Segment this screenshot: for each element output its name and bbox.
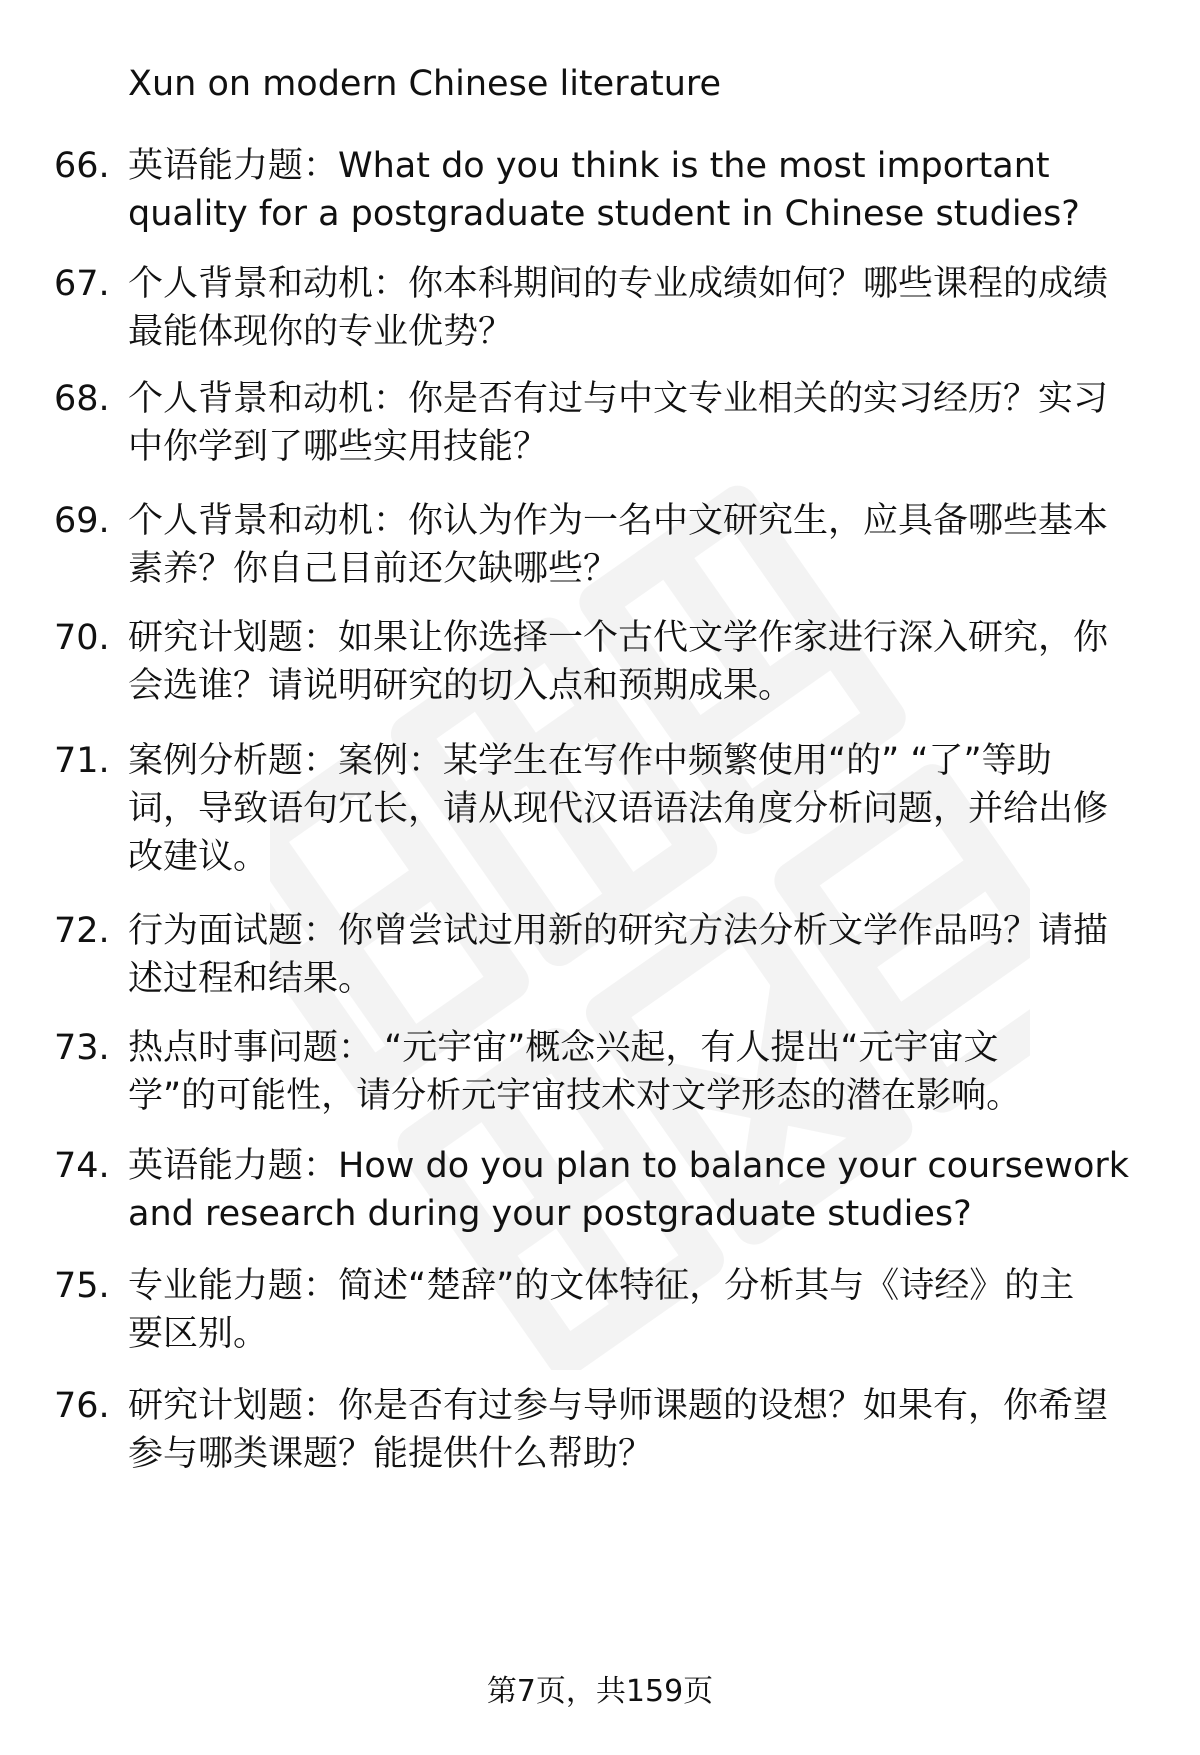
question-text bbox=[128, 260, 1140, 356]
question-text-line: 个人背景和动机：你认为作为一名中文研究生，应具备哪些基本 bbox=[128, 501, 1109, 541]
question-text bbox=[128, 614, 1140, 710]
question-number: 69. bbox=[54, 501, 110, 541]
question-number: 67. bbox=[54, 264, 110, 304]
question-text bbox=[128, 1382, 1140, 1478]
question-text-line: 要区别。 bbox=[128, 1314, 269, 1354]
question-text bbox=[128, 497, 1140, 593]
question-number: 72. bbox=[54, 911, 110, 951]
question-text bbox=[128, 1142, 1140, 1238]
question-text-line: 参与哪类课题？能提供什么帮助？ bbox=[128, 1434, 654, 1474]
question-text-line: 素养？你自己目前还欠缺哪些？ bbox=[128, 549, 619, 589]
question-text-line: 个人背景和动机：你是否有过与中文专业相关的实习经历？实习 bbox=[128, 379, 1109, 419]
question-text-line: 研究计划题：如果让你选择一个古代文学作家进行深入研究，你 bbox=[128, 618, 1109, 658]
question-text-line: 述过程和结果。 bbox=[128, 959, 374, 999]
question-text bbox=[128, 375, 1140, 471]
question-text-line: 热点时事问题： “元宇宙”概念兴起，有人提出“元宇宙文 bbox=[128, 1028, 999, 1068]
page-footer: 第7页，共159页 bbox=[486, 1674, 714, 1709]
question-text-line: 案例分析题：案例：某学生在写作中频繁使用“的” “了”等助 bbox=[128, 741, 1052, 781]
question-text bbox=[128, 1024, 1140, 1120]
question-text-line: 专业能力题：简述“楚辞”的文体特征，分析其与《诗经》的主 bbox=[128, 1266, 1075, 1306]
question-text bbox=[128, 1262, 1140, 1358]
continued-text-line: Xun on modern Chinese literature bbox=[128, 64, 722, 104]
question-text-line: 会选谁？请说明研究的切入点和预期成果。 bbox=[128, 666, 794, 706]
question-number: 74. bbox=[54, 1146, 110, 1186]
question-text bbox=[128, 142, 1140, 238]
question-number: 68. bbox=[54, 379, 110, 419]
question-text-line: 英语能力题：What do you think is the most important bbox=[128, 146, 1050, 186]
question-text-line: 最能体现你的专业优势？ bbox=[128, 312, 514, 352]
question-number: 70. bbox=[54, 618, 110, 658]
question-number: 71. bbox=[54, 741, 110, 781]
question-text-line: 学”的可能性，请分析元宇宙技术对文学形态的潜在影响。 bbox=[128, 1076, 1022, 1116]
question-text-line: 改建议。 bbox=[128, 837, 269, 877]
question-number: 66. bbox=[54, 146, 110, 186]
question-text-line: 个人背景和动机：你本科期间的专业成绩如何？哪些课程的成绩 bbox=[128, 264, 1109, 304]
question-text-line: 行为面试题：你曾尝试过用新的研究方法分析文学作品吗？请描 bbox=[128, 911, 1109, 951]
question-text bbox=[128, 737, 1140, 881]
question-number: 73. bbox=[54, 1028, 110, 1068]
question-text-line: 中你学到了哪些实用技能？ bbox=[128, 427, 549, 467]
question-text-line: and research during your postgraduate studies? bbox=[128, 1194, 972, 1234]
question-text-line: quality for a postgraduate student in Chinese studies? bbox=[128, 194, 1080, 234]
question-text bbox=[128, 907, 1140, 1003]
question-text-line: 研究计划题：你是否有过参与导师课题的设想？如果有，你希望 bbox=[128, 1386, 1109, 1426]
question-text-line: 英语能力题：How do you plan to balance your coursework bbox=[128, 1146, 1130, 1186]
question-number: 75. bbox=[54, 1266, 110, 1306]
question-number: 76. bbox=[54, 1386, 110, 1426]
question-text-line: 词，导致语句冗长，请从现代汉语语法角度分析问题，并给出修 bbox=[128, 789, 1109, 829]
